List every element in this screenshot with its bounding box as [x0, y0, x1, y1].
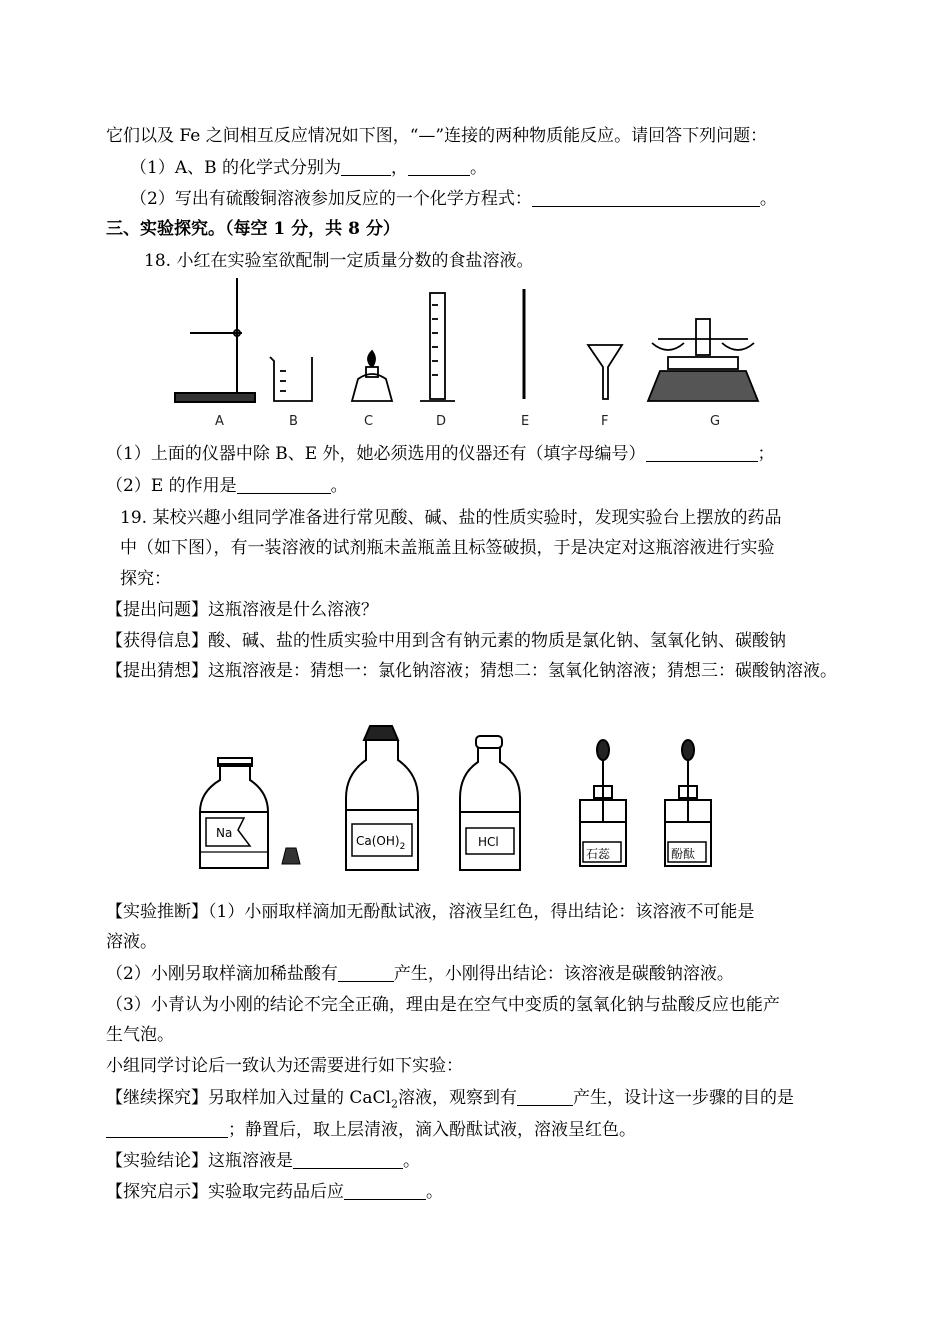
answer-blank[interactable] [341, 157, 391, 176]
beaker-icon [270, 357, 312, 401]
conclusion [0, 1149, 950, 1173]
hcl-label: HCl [478, 835, 499, 849]
question-18 [0, 249, 950, 273]
text-line [0, 900, 950, 924]
question-19 [0, 506, 950, 530]
apparatus-label: C [364, 414, 374, 429]
apparatus-label: D [436, 414, 447, 429]
text-line [0, 124, 950, 148]
question-text: 中（如下图），有一装溶液的试剂瓶未盖瓶盖且标签破损，于是决定对这瓶溶液进行实验 [120, 538, 775, 558]
text-line [0, 993, 950, 1017]
punct: 。 [330, 476, 348, 496]
answer-blank[interactable] [646, 443, 758, 462]
na-label: Na [216, 826, 233, 840]
question-text: ；静置后，取上层清液，滴入酚酞试液，溶液呈红色。 [228, 1120, 636, 1140]
answer-blank[interactable] [338, 963, 394, 982]
question-text: （2）E 的作用是 [106, 476, 237, 496]
text-line [0, 1023, 950, 1047]
question-text: 小组同学讨论后一致认为还需要进行如下实验： [106, 1056, 463, 1076]
punct: 。 [470, 158, 487, 178]
question-1 [0, 156, 950, 180]
answer-blank[interactable] [237, 475, 331, 494]
question-text: 【获得信息】酸、碱、盐的性质实验中用到含有钠元素的物质是氯化钠、氢氧化钠、碳酸钠 [106, 631, 786, 651]
punct: 。 [426, 1182, 443, 1202]
punct: 。 [403, 1151, 420, 1171]
stopper-icon [282, 848, 300, 864]
question-text: 19. 某校兴趣小组同学准备进行常见酸、碱、盐的性质实验时，发现实验台上摆放的药品 [120, 508, 782, 528]
question-text: 产生，设计这一步骤的目的是 [573, 1088, 794, 1108]
question-text: 18. 小红在实验室欲配制一定质量分数的食盐溶液。 [144, 251, 534, 271]
graduated-cylinder-icon [420, 293, 455, 401]
text-line [0, 659, 950, 683]
question-text: 【实验推断】（1）小丽取样滴加无酚酞试液，溶液呈红色，得出结论：该溶液不可能是 [106, 902, 755, 922]
question-19-2 [0, 962, 950, 986]
inspiration [0, 1180, 950, 1204]
question-text: 【实验结论】这瓶溶液是 [106, 1151, 293, 1171]
apparatus-label: A [215, 414, 224, 429]
question-text: 溶液。 [106, 932, 157, 952]
punct: ； [757, 444, 775, 464]
question-text: 溶液，观察到有 [398, 1088, 517, 1108]
text-line [0, 598, 950, 622]
question-text: （1）上面的仪器中除 B、E 外，她必须选用的仪器还有（填字母编号） [106, 444, 646, 464]
broken-label-bottle-icon [200, 758, 268, 868]
section-title: 三、实验探究。（每空 1 分，共 8 分） [106, 219, 400, 239]
phenolphthalein-label: 酚酞 [671, 847, 696, 861]
section-heading [0, 217, 950, 241]
text-line [0, 536, 950, 560]
paragraph-text: 它们以及 Fe 之间相互反应情况如下图，“—”连接的两种物质能反应。请回答下列问题： [106, 126, 768, 146]
text-line [0, 629, 950, 653]
question-18-1 [0, 442, 950, 466]
balance-scale-icon [648, 319, 758, 401]
question-18-2 [0, 474, 950, 498]
text-line [0, 567, 950, 591]
question-text: （2）写出有硫酸铜溶液参加反应的一个化学方程式： [130, 189, 532, 209]
apparatus-label: G [710, 414, 721, 429]
apparatus-label: E [521, 414, 530, 429]
apparatus-label: F [601, 414, 609, 429]
caoh-label: $Ca(OH)_2$ [356, 834, 406, 852]
answer-blank[interactable] [344, 1181, 426, 1200]
question-text: 【继续探究】另取样加入过量的 CaCl [106, 1088, 391, 1108]
answer-blank[interactable] [293, 1150, 403, 1169]
apparatus-label: B [289, 414, 298, 429]
litmus-label: 石蕊 [586, 847, 611, 861]
funnel-icon [588, 345, 622, 399]
subscript: 2 [391, 1097, 398, 1111]
calcium-hydroxide-bottle-icon [346, 726, 418, 870]
question-text: （1）A、B 的化学式分别为 [130, 158, 341, 178]
question-text: 【提出猜想】这瓶溶液是：猜想一：氯化钠溶液；猜想二：氢氧化钠溶液；猜想三：碳酸钠溶液。 [106, 661, 837, 681]
continue-explore [0, 1086, 950, 1116]
punct: ， [391, 158, 408, 178]
text-line [0, 930, 950, 954]
answer-blank[interactable] [106, 1119, 228, 1138]
question-text: （3）小青认为小刚的结论不完全正确，理由是在空气中变质的氢氧化钠与盐酸反应也能产 [106, 995, 780, 1015]
question-text: 【探究启示】实验取完药品后应 [106, 1182, 344, 1202]
apparatus-figure [0, 275, 950, 435]
answer-blank[interactable] [517, 1087, 573, 1106]
text-line [0, 1054, 950, 1078]
question-text: 探究： [120, 569, 171, 589]
question-2 [0, 187, 950, 211]
answer-blank[interactable] [408, 157, 470, 176]
question-text: 产生，小刚得出结论：该溶液是碳酸钠溶液。 [393, 964, 734, 984]
alcohol-lamp-icon [352, 351, 392, 401]
reagent-bottles-figure [0, 712, 950, 882]
text-line [0, 1118, 950, 1142]
question-text: （2）小刚另取样滴加稀盐酸有 [106, 964, 338, 984]
question-text: 生气泡。 [106, 1025, 174, 1045]
question-text: 【提出问题】这瓶溶液是什么溶液？ [106, 600, 378, 620]
answer-blank[interactable] [532, 188, 760, 207]
hydrochloric-acid-bottle-icon [460, 736, 520, 870]
iron-stand-icon [175, 278, 255, 402]
punct: 。 [759, 189, 777, 209]
